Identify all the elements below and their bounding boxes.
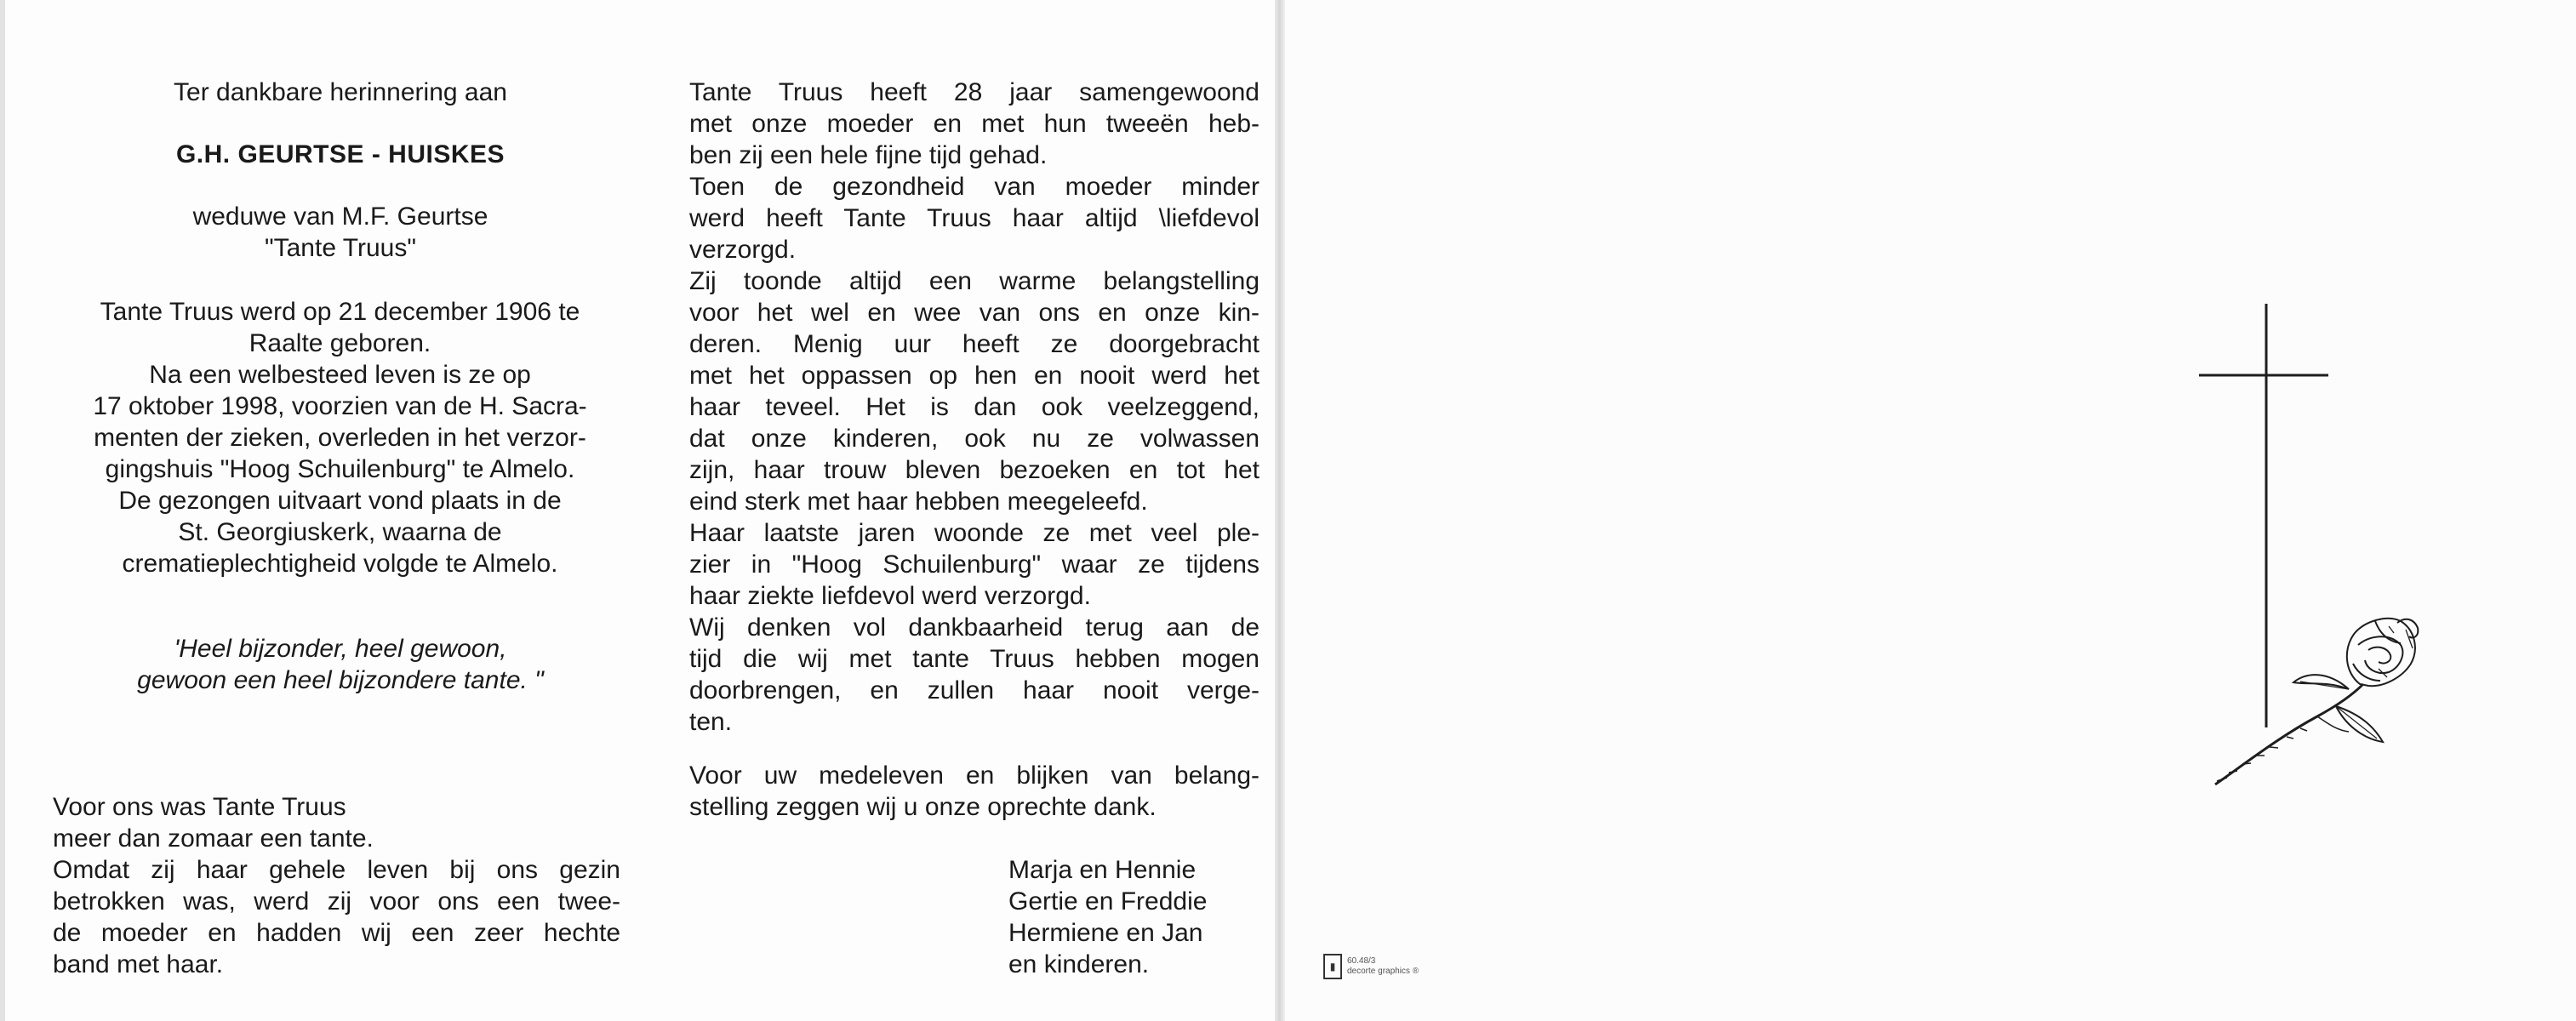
signature-line: en kinderen. [1008,950,1150,978]
thanks-paragraph [689,760,1259,823]
bio-line: menten der zieken, overleden in het verzor- [94,424,586,452]
deceased-name: G.H. GEURTSE - HUISKES [175,140,505,168]
rose-icon [2208,596,2438,800]
bio-line: St. Georgiuskerk, waarna de [178,518,502,546]
story-line: deren. Menig uur heeft ze doorgebracht [689,330,1259,358]
memorial-quote [68,633,613,696]
quote-line: gewoon een heel bijzondere tante. " [137,666,544,694]
story-line: zijn, haar trouw bleven bezoeken en tot het [689,456,1259,484]
story-line: voor het wel en wee van ons en onze kin- [689,299,1259,327]
tribute-line: band met haar. [53,950,224,978]
nickname-line: "Tante Truus" [264,234,417,262]
publisher-code: 60.48/3 [1347,956,1376,966]
story-line: werd heeft Tante Truus haar altijd \liefdevol [689,204,1259,232]
signatures-block [1008,854,1264,980]
signature-line: Hermiene en Jan [1008,919,1203,947]
thanks-line: stelling zeggen wij u onze oprechte dank. [689,793,1157,821]
tribute-paragraph [53,791,620,980]
story-line: tijd die wij met tante Truus hebben mogen [689,645,1259,673]
bio-line: De gezongen uitvaart vond plaats in de [118,487,562,515]
card-fold [1275,0,1285,1021]
story-line: doorbrengen, en zullen haar nooit verge- [689,676,1259,704]
publisher-mark [1323,949,1419,984]
right-card-panel [1285,0,2576,1021]
quote-line: 'Heel bijzonder, heel gewoon, [174,635,507,663]
story-line: Toen de gezondheid van moeder minder [689,173,1259,201]
tribute-line: Omdat zij haar gehele leven bij ons gezin [53,856,620,884]
story-line: haar teveel. Het is dan ook veelzeggend, [689,393,1259,421]
signature-line: Marja en Hennie [1008,856,1197,884]
story-line: verzorgd. [689,236,797,264]
signature-line: Gertie en Freddie [1008,887,1208,915]
bio-line: Raalte geboren. [248,329,431,357]
bio-line: Na een welbesteed leven is ze op [149,361,531,389]
story-line: ten. [689,708,733,736]
bio-line: crematieplechtigheid volgde te Almelo. [122,550,558,578]
publisher-logo-icon: ▮ [1323,954,1342,979]
bio-line: Tante Truus werd op 21 december 1906 te [100,298,580,326]
biography-paragraph [53,296,627,579]
widow-of-line: weduwe van M.F. Geurtse [192,202,488,231]
story-line: Haar laatste jaren woonde ze met veel ple- [689,519,1259,547]
thanks-line: Voor uw medeleven en blijken van belang- [689,761,1259,790]
bio-line: gingshuis "Hoog Schuilenburg" te Almelo. [105,455,575,483]
story-line: haar ziekte liefdevol werd verzorgd. [689,582,1091,610]
story-line: ben zij een hele fijne tijd gehad. [689,141,1048,169]
dedication-heading: Ter dankbare herinnering aan [174,78,507,106]
tribute-line: betrokken was, werd zij voor ons een twee- [53,887,620,915]
tribute-line: Voor ons was Tante Truus [53,793,346,821]
story-line: dat onze kinderen, ook nu ze volwassen [689,425,1259,453]
publisher-name: decorte graphics ® [1347,967,1419,976]
story-line: met het oppassen op hen en nooit werd het [689,362,1259,390]
story-line: Zij toonde altijd een warme belangstelling [689,267,1259,295]
story-line: Tante Truus heeft 28 jaar samengewoond [689,78,1259,106]
card-edge-shadow [0,0,5,1021]
story-line: met onze moeder en met hun tweeën heb- [689,110,1259,138]
bio-line: 17 oktober 1998, voorzien van de H. Sacra- [93,392,587,420]
story-line: eind sterk met haar hebben meegeleefd. [689,488,1148,516]
story-line: zier in "Hoog Schuilenburg" waar ze tijdens [689,550,1259,579]
tribute-line: de moeder en hadden wij een zeer hechte [53,919,620,947]
publisher-text [1347,956,1419,977]
tribute-line: meer dan zomaar een tante. [53,824,374,853]
story-line: Wij denken vol dankbaarheid terug aan de [689,613,1259,642]
story-paragraph [689,77,1259,738]
